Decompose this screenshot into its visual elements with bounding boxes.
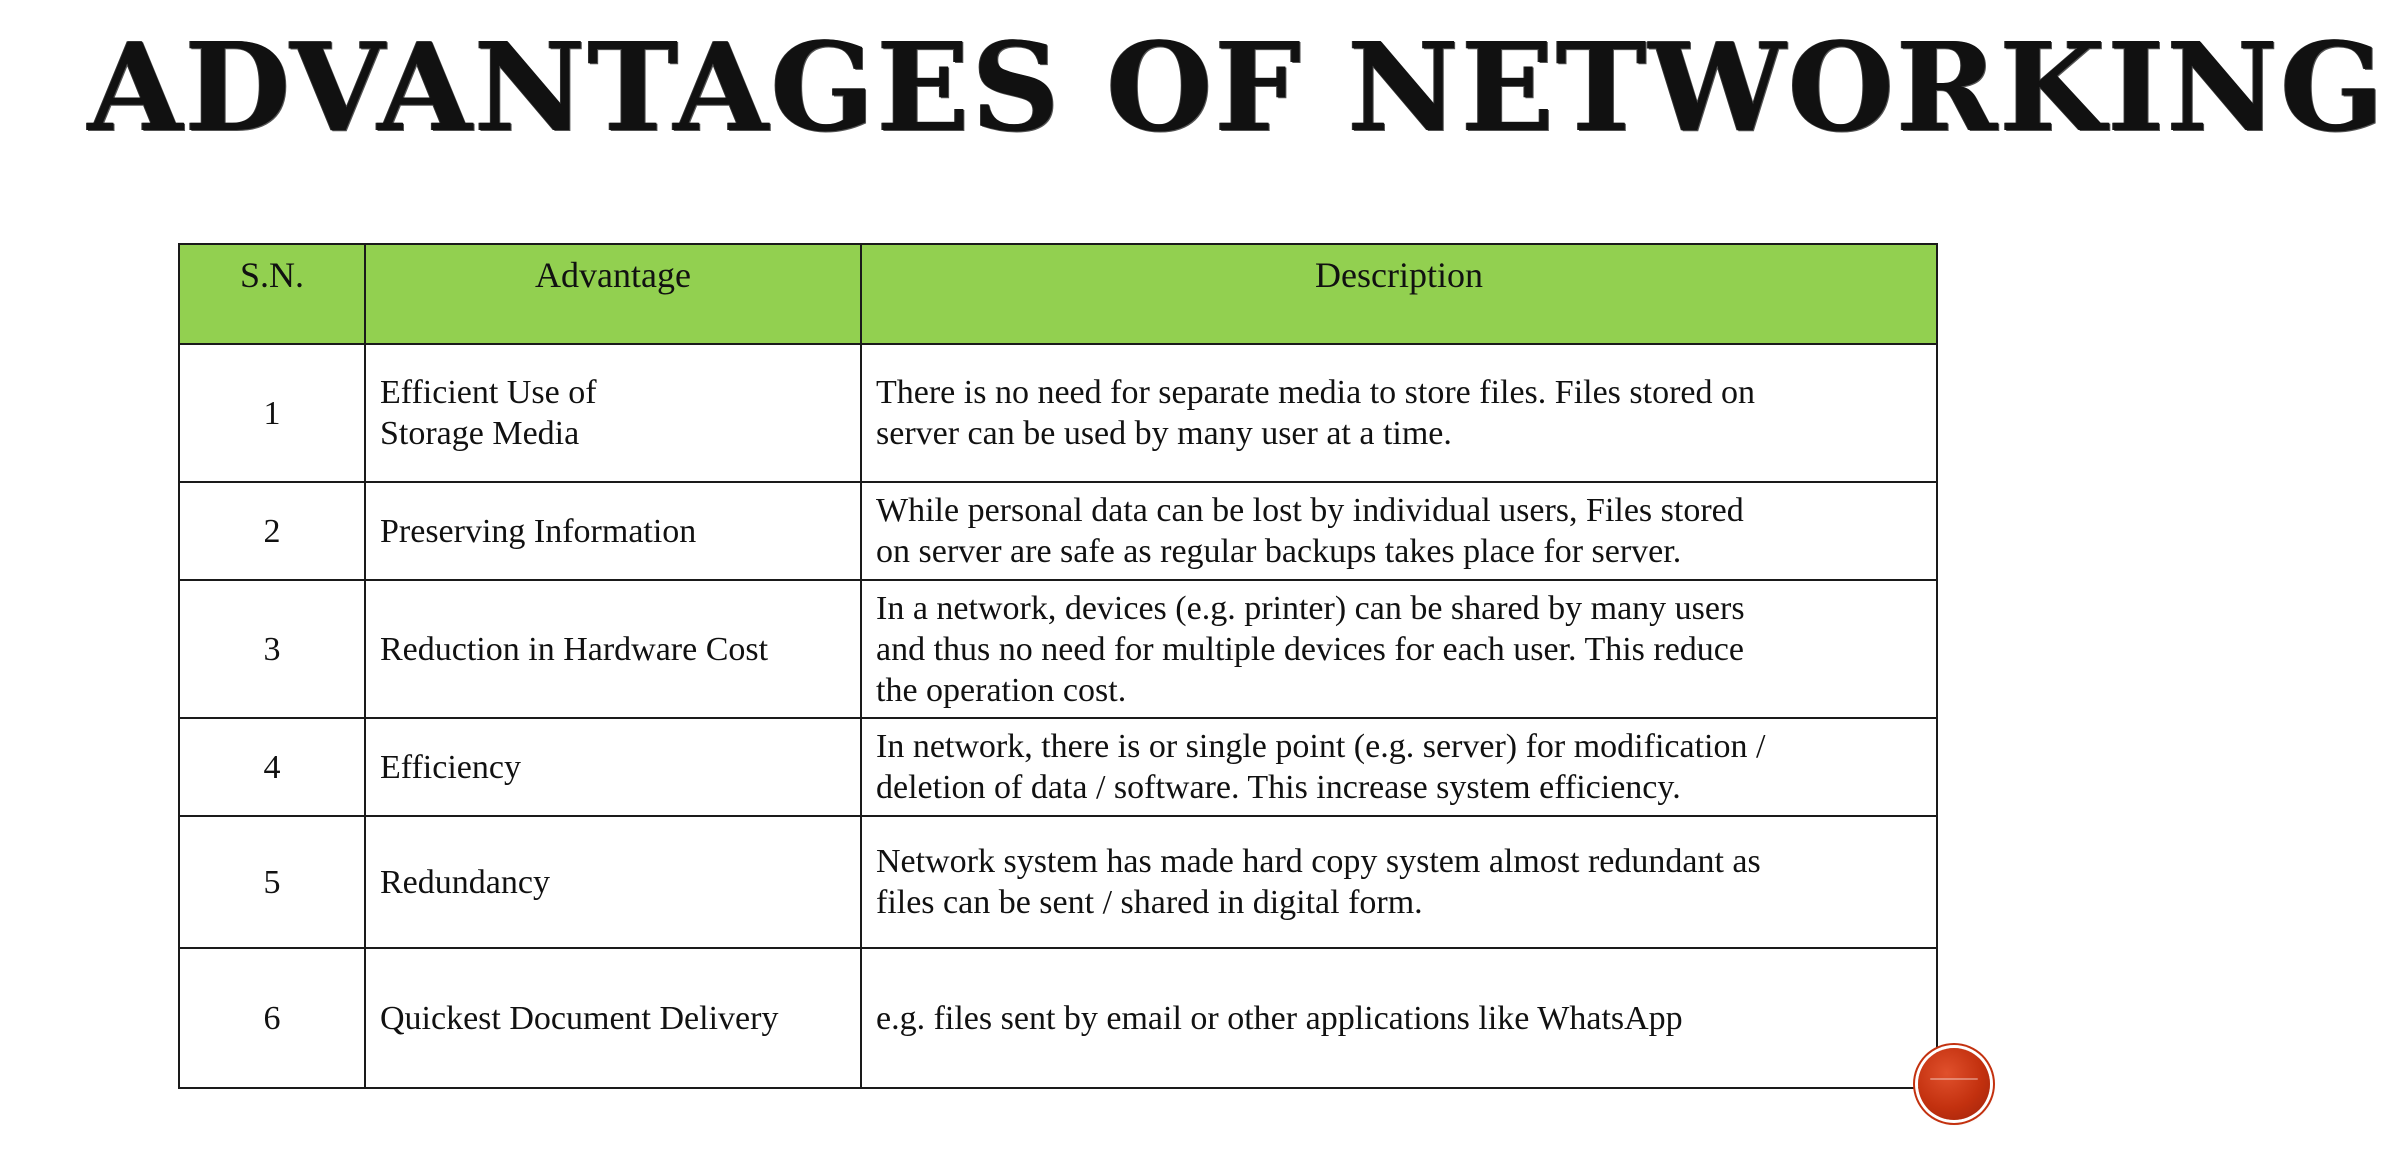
row-description	[861, 344, 1937, 482]
advantages-table	[178, 243, 1938, 1089]
table-row	[179, 948, 1937, 1088]
row-advantage	[365, 580, 861, 718]
row-advantage	[365, 816, 861, 948]
description-line: files can be sent / shared in digital form.	[876, 884, 1423, 921]
row-description	[861, 482, 1937, 580]
row-description	[861, 718, 1937, 816]
row-advantage	[365, 482, 861, 580]
table-row	[179, 580, 1937, 718]
description-line: Network system has made hard copy system almost redundant as	[876, 843, 1761, 880]
row-sn: 2	[179, 482, 365, 580]
description-line: server can be used by many user at a time.	[876, 415, 1452, 452]
description-line: While personal data can be lost by individual users, Files stored	[876, 492, 1744, 529]
description-line: In network, there is or single point (e.g. server) for modification /	[876, 728, 1766, 765]
header-sn: S.N.	[179, 244, 365, 344]
table-body	[179, 344, 1937, 1088]
description-line: There is no need for separate media to store files. Files stored on	[876, 374, 1756, 411]
advantage-line: Preserving Information	[380, 512, 697, 550]
slide-nav-button[interactable]	[1918, 1048, 1990, 1120]
slide-title: ADVANTAGES OF NETWORKING	[88, 15, 2386, 159]
header-advantage: Advantage	[365, 244, 861, 344]
row-sn: 6	[179, 948, 365, 1088]
row-description	[861, 816, 1937, 948]
advantage-line: Efficiency	[380, 748, 521, 786]
row-sn: 4	[179, 718, 365, 816]
row-description	[861, 580, 1937, 718]
advantage-line: Efficient Use of	[380, 374, 597, 411]
description-line: In a network, devices (e.g. printer) can be shared by many users	[876, 589, 1745, 627]
row-sn: 3	[179, 580, 365, 718]
row-advantage	[365, 718, 861, 816]
description-line: on server are safe as regular backups takes place for server.	[876, 533, 1682, 570]
table-row	[179, 482, 1937, 580]
table-header-row	[179, 244, 1937, 344]
table-row	[179, 816, 1937, 948]
row-description	[861, 948, 1937, 1088]
description-line: deletion of data / software. This increase system efficiency.	[876, 769, 1681, 806]
row-advantage	[365, 948, 861, 1088]
description-line: e.g. files sent by email or other applications like WhatsApp	[876, 999, 1683, 1037]
advantage-line: Storage Media	[380, 415, 580, 452]
header-description: Description	[861, 244, 1937, 344]
row-advantage	[365, 344, 861, 482]
description-line: and thus no need for multiple devices for each user. This reduce	[876, 630, 1744, 668]
advantages-table-container	[178, 243, 1938, 1089]
advantage-line: Quickest Document Delivery	[380, 999, 779, 1037]
table-row	[179, 344, 1937, 482]
row-sn: 1	[179, 344, 365, 482]
advantage-line: Redundancy	[380, 863, 550, 901]
advantage-line: Reduction in Hardware Cost	[380, 630, 769, 668]
description-line: the operation cost.	[876, 671, 1127, 709]
table-row	[179, 718, 1937, 816]
row-sn: 5	[179, 816, 365, 948]
